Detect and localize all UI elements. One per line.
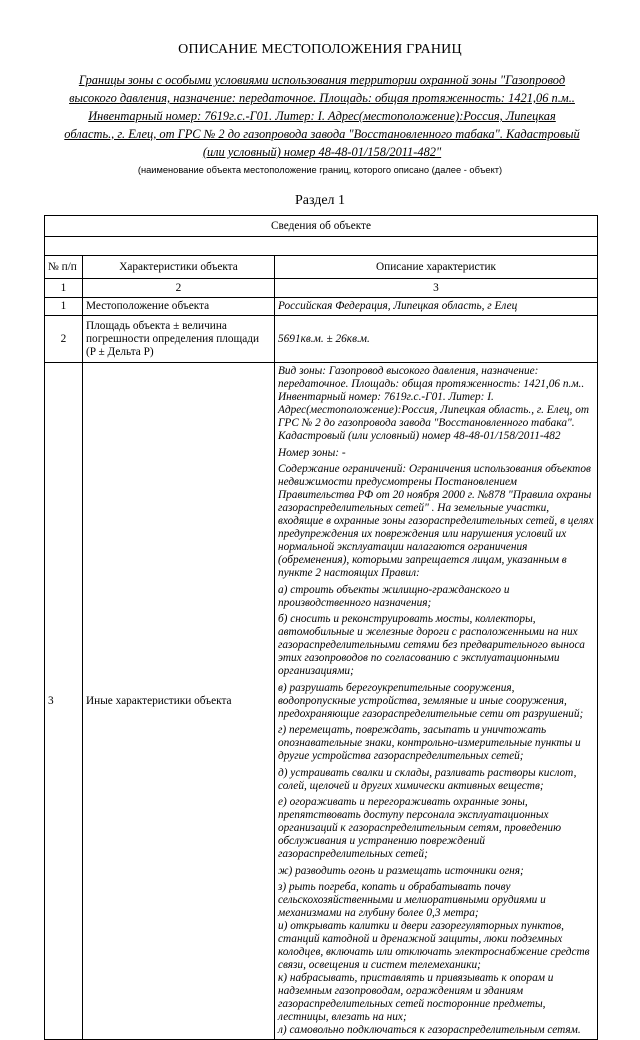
section-title: Раздел 1: [294, 193, 346, 208]
zone-type: Вид зоны: Газопровод высокого давления, назначение: передаточное. Площадь: общая протяженность: 1421,06 п.м.. Инвентарный номер: 7619г.с.-Г01. Литер: I. Адрес(местоположение):Россия, Липецкая область., г. Елец, от ГРС № 2 до газопровода завода "Восстановленного табака". Кадастровый (или условный) номер 48-48-01/158/2011-482: [278, 365, 589, 442]
column-index-1: 1: [45, 279, 83, 298]
table-heading: Сведения об объекте: [45, 216, 598, 237]
column-header-characteristic: Характеристики объекта: [83, 256, 275, 279]
row-value: Российская Федерация, Липецкая область, г Елец: [275, 298, 598, 316]
column-index-2: 2: [83, 279, 275, 298]
row-number: 3: [45, 363, 83, 1040]
restriction-zh: ж) разводить огонь и размещать источники огня;: [278, 864, 524, 877]
table-row: [45, 363, 598, 1040]
object-name: Границы зоны с особыми условиями использования территории охранной зоны "Газопровод высокого давления, назначение: передаточное. Площадь: общая протяженность: 1421,06 п.м.. Инвентарный номер: 7619г.с.-Г01. Литер: I. Адрес(местоположение):Россия, Липецкая область., г. Елец, от ГРС № 2 до газопровода завода "Восстановленного табака". Кадастровый (или условный) номер 48-48-01/158/2011-482": [64, 73, 580, 159]
object-name-caption: (наименование объекта местоположение границ, которого описано (далее - объект): [137, 165, 503, 175]
restriction-v: в) разрушать берегоукрепительные сооружения, водопропускные устройства, земляные и иные сооружения, предохраняющие газораспределительные сети от разрушений;: [278, 681, 584, 720]
restriction-k: к) набрасывать, приставлять и привязывать к опорам и надземным газопроводам, ограждениям и зданиям газораспределительных сетей посторонние предметы, лестницы, влезать на них;: [278, 972, 554, 1023]
object-info-table: [44, 215, 598, 1040]
column-index-3: 3: [275, 279, 598, 298]
restriction-b: б) сносить и реконструировать мосты, коллекторы, автомобильные и железные дороги с расположенными на них газораспределительными сетями без предварительного выноса этих газопроводов по согласованию с эксплуатационными организациями;: [278, 613, 585, 677]
column-header-number: № п/п: [45, 256, 83, 279]
zone-number: Номер зоны: -: [278, 446, 346, 459]
column-header-description: Описание характеристик: [275, 256, 598, 279]
row-value: 5691кв.м. ± 26кв.м.: [275, 316, 598, 363]
restriction-a: а) строить объекты жилищно-гражданского и производственного назначения;: [278, 583, 510, 609]
restriction-g: г) перемещать, повреждать, засыпать и уничтожать опознавательные знаки, контрольно-измерительные пункты и другие устройства газораспределительных сетей;: [278, 724, 581, 762]
other-characteristics: [275, 363, 598, 1040]
table-row: [45, 316, 598, 363]
row-label: Площадь объекта ± величина погрешности определения площади (P ± Дельта P): [83, 316, 275, 363]
row-number: 1: [45, 298, 83, 316]
restriction-e: е) огораживать и перегораживать охранные зоны, препятствовать доступу персонала эксплуатационных организаций к газораспределительным сетям, проведению обслуживания и устранению повреждений газораспределительных сетей;: [278, 796, 562, 860]
row-number: 2: [45, 316, 83, 363]
empty-row: [45, 237, 598, 256]
document-title: ОПИСАНИЕ МЕСТОПОЛОЖЕНИЯ ГРАНИЦ: [178, 42, 462, 57]
restriction-i: и) открывать калитки и двери газорегуляторных пунктов, станций катодной и дренажной защиты, люки подземных колодцев, включать или отключать электроснабжение средств связи, освещения и систем телемеханики;: [278, 920, 590, 971]
row-label: Местоположение объекта: [83, 298, 275, 316]
restriction-z: з) рыть погреба, копать и обрабатывать почву сельскохозяйственными и мелиоративными орудиями и механизмами на глубину более 0,3 метра;: [278, 881, 546, 919]
table-row: [45, 298, 598, 316]
restrictions-intro: Содержание ограничений: Ограничения использования объектов недвижимости предусмотрены Постановлением Правительства РФ от 20 ноября 2000 г. №878 "Правила охраны газораспределительных сетей" . На земельные участки, входящие в охранные зоны газораспределительных сетей, в целях предупреждения их повреждения или нарушения условий их нормальной эксплуатации налагаются ограничения (обременения), которыми запрещается лицам, указанным в пункте 2 настоящих Правил:: [278, 463, 594, 579]
restriction-d: д) устраивать свалки и склады, разливать растворы кислот, солей, щелочей и других химически активных веществ;: [278, 766, 577, 792]
restriction-l: л) самовольно подключаться к газораспределительным сетям.: [278, 1024, 581, 1036]
row-label: Иные характеристики объекта: [83, 363, 275, 1040]
